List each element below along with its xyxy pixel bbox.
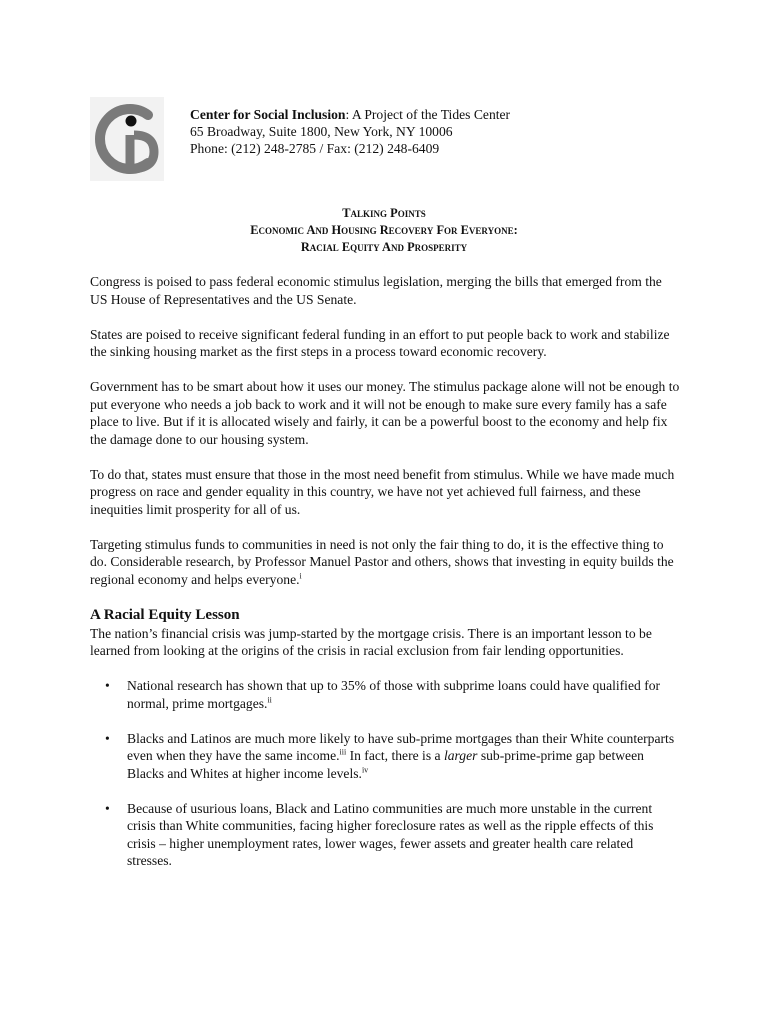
- intro-paragraph-2: States are poised to receive significant federal funding in an effort to put people back to work and stabilize the sinking housing market as the first steps in a process toward economic recovery.: [90, 326, 670, 359]
- bullet-text: Blacks and Latinos are much more likely to have sub-prime mortgages than their White counterparts even when they have the same income.: [127, 730, 675, 763]
- org-title-line: [190, 106, 510, 123]
- document-body: [90, 273, 680, 887]
- organization-info: [190, 106, 510, 157]
- bullet-item-3: [127, 800, 680, 870]
- bullet-text: sub-prime-prime gap between Blacks and Whites at higher income levels.: [127, 748, 644, 781]
- intro-paragraph-1: Congress is poised to pass federal economic stimulus legislation, merging the bills that emerged from the US House of Representatives and the US Senate.: [90, 274, 662, 307]
- endnote-marker: ii: [267, 694, 272, 704]
- bullet-text: Because of usurious loans, Black and Latino communities are much more unstable in the current crisis than White communities, facing higher foreclosure rates as well as the ripple effects of this crisis – higher unemployment rates, lower wages, fewer assets and greater health care related stresses.: [127, 800, 654, 868]
- section-lead-paragraph: The nation’s financial crisis was jump-started by the mortgage crisis. There is an important lesson to be learned from looking at the origins of the crisis in racial exclusion from fair lending opportunities.: [90, 625, 652, 658]
- endnote-marker: iii: [339, 747, 347, 757]
- bullet-text: National research has shown that up to 35% of those with subprime loans could have qualified for normal, prime mortgages.: [127, 678, 661, 711]
- organization-logo: [90, 97, 164, 181]
- org-address: 65 Broadway, Suite 1800, New York, NY 10006: [190, 124, 453, 139]
- intro-paragraph-4: To do that, states must ensure that those in the most need benefit from stimulus. While we have made much progress on race and gender equality in this country, we have not yet achieved full fairness, and these inequities limit prosperity for all of us.: [90, 466, 675, 517]
- org-phone-fax: Phone: (212) 248-2785 / Fax: (212) 248-6409: [190, 141, 440, 156]
- bullet-list: [90, 677, 680, 870]
- bullet-item-1: [127, 677, 680, 712]
- title-line-2: Economic And Housing Recovery For Everyone:: [250, 223, 518, 237]
- bullet-item-2: [127, 730, 680, 783]
- title-line-1: Talking Points: [342, 206, 426, 220]
- endnote-marker: iv: [361, 764, 369, 774]
- document-title: [0, 205, 768, 256]
- endnote-marker: i: [299, 570, 302, 580]
- intro-paragraph-3: Government has to be smart about how it uses our money. The stimulus package alone will not be enough to put everyone who needs a job back to work and it will not be enough to make sure every family has a safe place to live. But if it is allocated wisely and fairly, it can be a powerful boost to the economy and help fix the damage done to our housing system.: [90, 379, 680, 447]
- intro-paragraph-5: [90, 536, 680, 589]
- bullet-text: In fact, there is a: [346, 748, 444, 763]
- section-heading: A Racial Equity Lesson: [90, 606, 240, 623]
- org-name: Center for Social Inclusion: [190, 107, 346, 122]
- intro-paragraph-5-text: Targeting stimulus funds to communities in need is not only the fair thing to do, it is the effective thing to do. Considerable research, by Professor Manuel Pastor and others, shows that investing in equity builds the regional economy and helps everyone.: [90, 536, 674, 587]
- title-line-3: Racial Equity And Prosperity: [300, 240, 468, 254]
- org-tagline: : A Project of the Tides Center: [345, 107, 511, 122]
- emphasis-text: larger: [443, 748, 478, 763]
